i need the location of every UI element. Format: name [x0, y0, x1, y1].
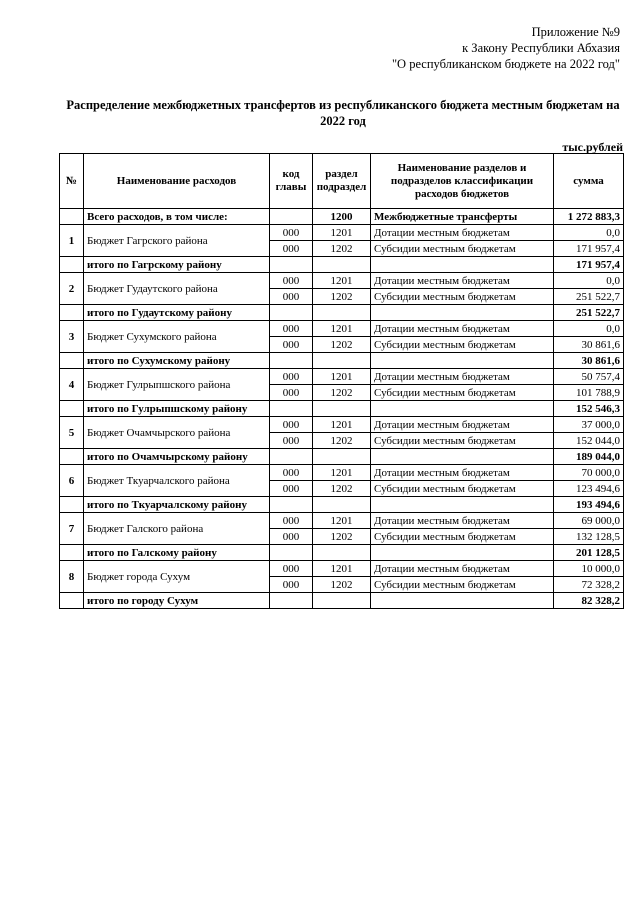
appendix-law-title: "О республиканском бюджете на 2022 год" — [391, 57, 620, 71]
total-row — [60, 209, 624, 225]
district-number: 6 — [60, 465, 84, 497]
header-classification: Наименование разделов и подразделов классификации расходов бюджетов — [371, 154, 554, 209]
header-num: № — [60, 154, 84, 209]
section-cell: 1201 — [313, 465, 371, 481]
classification-cell: Субсидии местным бюджетам — [371, 289, 554, 305]
district-number: 7 — [60, 513, 84, 545]
subtotal-row — [60, 401, 624, 417]
subtotal-row — [60, 593, 624, 609]
subtotal-num-cell — [60, 545, 84, 561]
subtotal-name: итого по городу Сухум — [84, 593, 270, 609]
subtotal-row — [60, 449, 624, 465]
subtotal-name: итого по Гулрыпшскому району — [84, 401, 270, 417]
subtotal-code-cell — [270, 257, 313, 273]
header-section: раздел подраздел — [313, 154, 371, 209]
subtotal-row — [60, 497, 624, 513]
classification-cell: Дотации местным бюджетам — [371, 225, 554, 241]
section-cell: 1201 — [313, 225, 371, 241]
subtotal-sum: 251 522,7 — [554, 305, 624, 321]
sum-cell: 0,0 — [554, 225, 624, 241]
header-code: код главы — [270, 154, 313, 209]
total-code-cell — [270, 209, 313, 225]
document-title: Распределение межбюджетных трансфертов из республиканского бюджета местным бюджетам на 2022 год — [66, 98, 620, 128]
subtotal-num-cell — [60, 305, 84, 321]
section-cell: 1202 — [313, 529, 371, 545]
subtotal-name: итого по Очамчырскому району — [84, 449, 270, 465]
sum-cell: 10 000,0 — [554, 561, 624, 577]
section-cell: 1202 — [313, 241, 371, 257]
table-row — [60, 513, 624, 529]
sum-cell: 37 000,0 — [554, 417, 624, 433]
classification-cell: Субсидии местным бюджетам — [371, 529, 554, 545]
subtotal-classification-cell — [371, 497, 554, 513]
section-cell: 1201 — [313, 417, 371, 433]
classification-cell: Субсидии местным бюджетам — [371, 385, 554, 401]
total-classification: Межбюджетные трансферты — [371, 209, 554, 225]
subtotal-code-cell — [270, 593, 313, 609]
classification-cell: Дотации местным бюджетам — [371, 465, 554, 481]
total-sum: 1 272 883,3 — [554, 209, 624, 225]
subtotal-num-cell — [60, 401, 84, 417]
subtotal-num-cell — [60, 593, 84, 609]
sum-cell: 132 128,5 — [554, 529, 624, 545]
subtotal-name: итого по Ткуарчалскому району — [84, 497, 270, 513]
sum-cell: 0,0 — [554, 273, 624, 289]
sum-cell: 123 494,6 — [554, 481, 624, 497]
code-cell: 000 — [270, 321, 313, 337]
classification-cell: Субсидии местным бюджетам — [371, 241, 554, 257]
table-row — [60, 417, 624, 433]
subtotal-sum: 171 957,4 — [554, 257, 624, 273]
sum-cell: 72 328,2 — [554, 577, 624, 593]
district-name: Бюджет Ткуарчалского района — [84, 465, 270, 497]
code-cell: 000 — [270, 561, 313, 577]
section-cell: 1201 — [313, 369, 371, 385]
subtotal-code-cell — [270, 449, 313, 465]
district-name: Бюджет Гудаутского района — [84, 273, 270, 305]
classification-cell: Субсидии местным бюджетам — [371, 337, 554, 353]
subtotal-code-cell — [270, 497, 313, 513]
subtotal-sum: 193 494,6 — [554, 497, 624, 513]
section-cell: 1202 — [313, 433, 371, 449]
code-cell: 000 — [270, 225, 313, 241]
code-cell: 000 — [270, 433, 313, 449]
subtotal-section-cell — [313, 593, 371, 609]
header-name: Наименование расходов — [84, 154, 270, 209]
section-cell: 1201 — [313, 561, 371, 577]
table-row — [60, 321, 624, 337]
district-name: Бюджет города Сухум — [84, 561, 270, 593]
code-cell: 000 — [270, 529, 313, 545]
subtotal-sum: 201 128,5 — [554, 545, 624, 561]
code-cell: 000 — [270, 481, 313, 497]
district-number: 2 — [60, 273, 84, 305]
classification-cell: Субсидии местным бюджетам — [371, 577, 554, 593]
subtotal-sum: 30 861,6 — [554, 353, 624, 369]
subtotal-code-cell — [270, 305, 313, 321]
subtotal-name: итого по Гудаутскому району — [84, 305, 270, 321]
subtotal-sum: 152 546,3 — [554, 401, 624, 417]
district-number: 5 — [60, 417, 84, 449]
district-name: Бюджет Очамчырского района — [84, 417, 270, 449]
classification-cell: Дотации местным бюджетам — [371, 513, 554, 529]
subtotal-sum: 82 328,2 — [554, 593, 624, 609]
sum-cell: 50 757,4 — [554, 369, 624, 385]
total-num-cell — [60, 209, 84, 225]
subtotal-section-cell — [313, 257, 371, 273]
sum-cell: 101 788,9 — [554, 385, 624, 401]
table-row — [60, 225, 624, 241]
subtotal-section-cell — [313, 449, 371, 465]
sum-cell: 30 861,6 — [554, 337, 624, 353]
subtotal-code-cell — [270, 401, 313, 417]
table-row — [60, 465, 624, 481]
sum-cell: 69 000,0 — [554, 513, 624, 529]
subtotal-num-cell — [60, 353, 84, 369]
classification-cell: Дотации местным бюджетам — [371, 321, 554, 337]
subtotal-row — [60, 257, 624, 273]
subtotal-classification-cell — [371, 353, 554, 369]
total-section: 1200 — [313, 209, 371, 225]
subtotal-code-cell — [270, 353, 313, 369]
subtotal-num-cell — [60, 257, 84, 273]
subtotal-section-cell — [313, 401, 371, 417]
sum-cell: 251 522,7 — [554, 289, 624, 305]
section-cell: 1201 — [313, 273, 371, 289]
code-cell: 000 — [270, 577, 313, 593]
subtotal-classification-cell — [371, 545, 554, 561]
subtotal-name: итого по Сухумскому району — [84, 353, 270, 369]
table-row — [60, 561, 624, 577]
subtotal-classification-cell — [371, 593, 554, 609]
subtotal-name: итого по Гагрскому району — [84, 257, 270, 273]
section-cell: 1202 — [313, 577, 371, 593]
classification-cell: Дотации местным бюджетам — [371, 561, 554, 577]
table-body — [60, 209, 624, 609]
subtotal-classification-cell — [371, 401, 554, 417]
total-name: Всего расходов, в том числе: — [84, 209, 270, 225]
subtotal-row — [60, 353, 624, 369]
subtotal-num-cell — [60, 449, 84, 465]
section-cell: 1202 — [313, 337, 371, 353]
district-name: Бюджет Гулрыпшского района — [84, 369, 270, 401]
table-header-row — [60, 154, 624, 209]
header-sum: сумма — [554, 154, 624, 209]
code-cell: 000 — [270, 273, 313, 289]
subtotal-num-cell — [60, 497, 84, 513]
appendix-number: Приложение №9 — [531, 25, 620, 39]
district-name: Бюджет Сухумского района — [84, 321, 270, 353]
classification-cell: Субсидии местным бюджетам — [371, 481, 554, 497]
table-row — [60, 369, 624, 385]
subtotal-classification-cell — [371, 449, 554, 465]
section-cell: 1202 — [313, 385, 371, 401]
section-cell: 1201 — [313, 321, 371, 337]
appendix-note — [392, 24, 620, 72]
subtotal-row — [60, 305, 624, 321]
units-label: тыс.рублей — [562, 140, 623, 154]
district-number: 3 — [60, 321, 84, 353]
subtotal-sum: 189 044,0 — [554, 449, 624, 465]
subtotal-section-cell — [313, 353, 371, 369]
classification-cell: Дотации местным бюджетам — [371, 369, 554, 385]
sum-cell: 152 044,0 — [554, 433, 624, 449]
section-cell: 1202 — [313, 289, 371, 305]
subtotal-section-cell — [313, 545, 371, 561]
classification-cell: Дотации местным бюджетам — [371, 417, 554, 433]
district-number: 8 — [60, 561, 84, 593]
section-cell: 1201 — [313, 513, 371, 529]
subtotal-name: итого по Галскому району — [84, 545, 270, 561]
section-cell: 1202 — [313, 481, 371, 497]
subtotal-section-cell — [313, 305, 371, 321]
transfers-table — [59, 153, 624, 609]
code-cell: 000 — [270, 385, 313, 401]
classification-cell: Субсидии местным бюджетам — [371, 433, 554, 449]
sum-cell: 171 957,4 — [554, 241, 624, 257]
code-cell: 000 — [270, 241, 313, 257]
code-cell: 000 — [270, 417, 313, 433]
table-row — [60, 273, 624, 289]
district-name: Бюджет Гагрского района — [84, 225, 270, 257]
subtotal-code-cell — [270, 545, 313, 561]
code-cell: 000 — [270, 337, 313, 353]
code-cell: 000 — [270, 289, 313, 305]
sum-cell: 70 000,0 — [554, 465, 624, 481]
district-name: Бюджет Галского района — [84, 513, 270, 545]
code-cell: 000 — [270, 465, 313, 481]
classification-cell: Дотации местным бюджетам — [371, 273, 554, 289]
subtotal-section-cell — [313, 497, 371, 513]
appendix-law: к Закону Республики Абхазия — [462, 41, 620, 55]
district-number: 1 — [60, 225, 84, 257]
district-number: 4 — [60, 369, 84, 401]
code-cell: 000 — [270, 369, 313, 385]
subtotal-row — [60, 545, 624, 561]
subtotal-classification-cell — [371, 305, 554, 321]
sum-cell: 0,0 — [554, 321, 624, 337]
code-cell: 000 — [270, 513, 313, 529]
subtotal-classification-cell — [371, 257, 554, 273]
